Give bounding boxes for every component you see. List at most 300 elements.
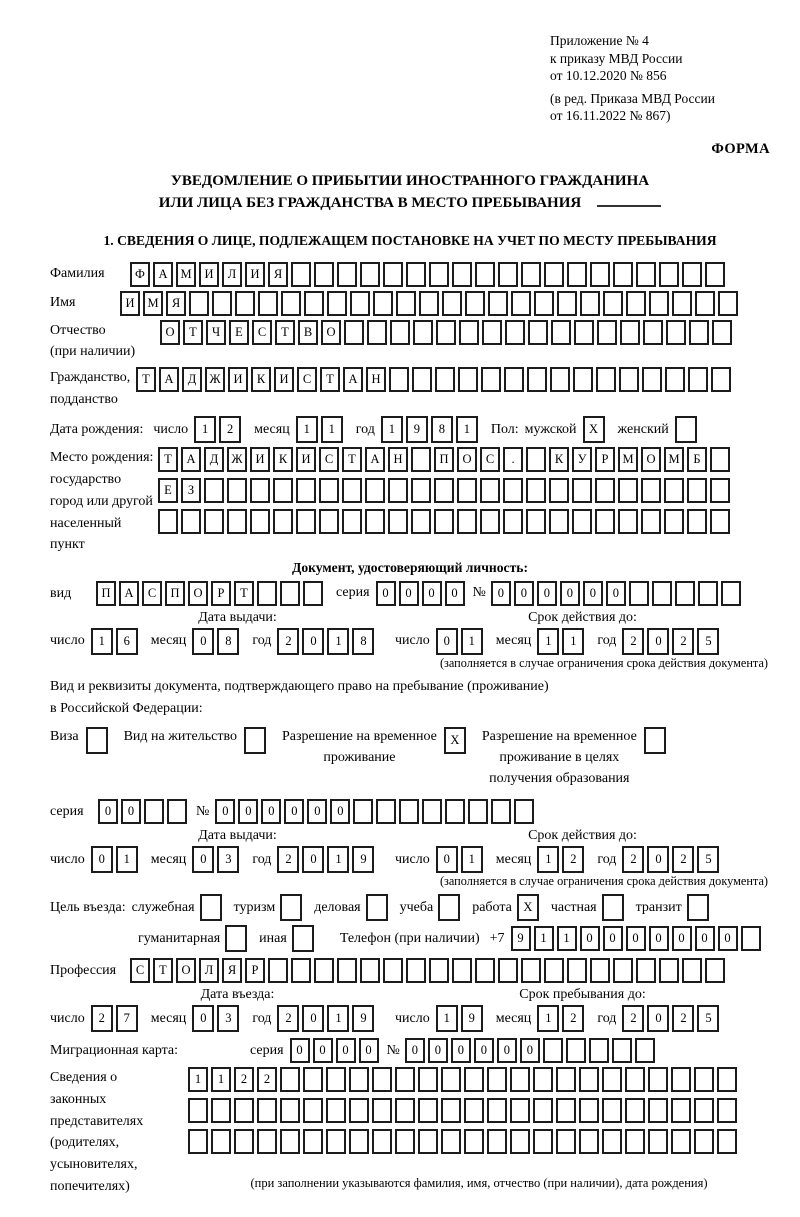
cell[interactable]: 0	[376, 581, 396, 606]
cell[interactable]: 0	[491, 581, 511, 606]
birth-place-cells-row3[interactable]	[158, 509, 733, 534]
cell[interactable]	[710, 478, 730, 503]
cell[interactable]	[337, 958, 357, 983]
cell[interactable]: М	[143, 291, 163, 316]
cell[interactable]	[365, 509, 385, 534]
cell[interactable]	[372, 1098, 392, 1123]
cell[interactable]: Е	[158, 478, 178, 503]
purpose-other-checkbox[interactable]	[292, 925, 317, 952]
cell[interactable]	[504, 367, 524, 392]
cell[interactable]: 2	[91, 1005, 113, 1032]
cell[interactable]	[441, 1129, 461, 1154]
cell[interactable]	[326, 1129, 346, 1154]
purpose-work-checkbox[interactable]	[517, 894, 542, 921]
cell[interactable]: Т	[153, 958, 173, 983]
cell[interactable]: 0	[428, 1038, 448, 1063]
cell[interactable]	[475, 958, 495, 983]
cell[interactable]: К	[273, 447, 293, 472]
cell[interactable]	[556, 1098, 576, 1123]
cell[interactable]: 0	[583, 581, 603, 606]
cell[interactable]	[418, 1067, 438, 1092]
cell[interactable]	[344, 320, 364, 345]
cell[interactable]	[613, 262, 633, 287]
cell[interactable]: 0	[302, 846, 324, 873]
sex-female-checkbox[interactable]	[675, 416, 700, 443]
cell[interactable]	[603, 291, 623, 316]
cell[interactable]	[672, 291, 692, 316]
cell[interactable]: Я	[222, 958, 242, 983]
cell[interactable]: 1	[211, 1067, 231, 1092]
cell[interactable]: 2	[234, 1067, 254, 1092]
cell[interactable]	[602, 894, 624, 921]
cell[interactable]	[572, 478, 592, 503]
cell[interactable]	[649, 291, 669, 316]
cell[interactable]	[717, 1067, 737, 1092]
cell[interactable]	[250, 478, 270, 503]
cell[interactable]: 0	[445, 581, 465, 606]
cell[interactable]	[441, 1067, 461, 1092]
cell[interactable]	[281, 291, 301, 316]
cell[interactable]: Т	[158, 447, 178, 472]
cell[interactable]: А	[119, 581, 139, 606]
cell[interactable]	[544, 262, 564, 287]
cell[interactable]	[413, 320, 433, 345]
cell[interactable]	[721, 581, 741, 606]
cell[interactable]	[710, 447, 730, 472]
cell[interactable]	[200, 894, 222, 921]
cell[interactable]	[235, 291, 255, 316]
cell[interactable]: 0	[302, 1005, 324, 1032]
cell[interactable]	[435, 367, 455, 392]
cell[interactable]: 0	[560, 581, 580, 606]
permit-series-cells[interactable]	[98, 799, 190, 824]
representatives-cells-row1[interactable]	[188, 1067, 740, 1092]
cell[interactable]	[648, 1098, 668, 1123]
passport-issue-month-cells[interactable]	[192, 628, 242, 655]
cell[interactable]	[641, 509, 661, 534]
cell[interactable]: 0	[91, 846, 113, 873]
cell[interactable]: С	[130, 958, 150, 983]
purpose-transit-checkbox[interactable]	[687, 894, 712, 921]
cell[interactable]	[705, 262, 725, 287]
cell[interactable]	[550, 367, 570, 392]
cell[interactable]	[167, 799, 187, 824]
cell[interactable]: 0	[647, 1005, 669, 1032]
cell[interactable]	[280, 1129, 300, 1154]
entry-month-cells[interactable]	[192, 1005, 242, 1032]
cell[interactable]	[573, 367, 593, 392]
cell[interactable]: 2	[672, 628, 694, 655]
cell[interactable]: 9	[511, 926, 531, 951]
cell[interactable]	[389, 367, 409, 392]
cell[interactable]: 1	[537, 628, 559, 655]
cell[interactable]: Р	[245, 958, 265, 983]
cell[interactable]	[595, 509, 615, 534]
cell[interactable]	[273, 509, 293, 534]
cell[interactable]: 2	[562, 846, 584, 873]
cell[interactable]	[533, 1067, 553, 1092]
cell[interactable]: Ж	[227, 447, 247, 472]
cell[interactable]: 1	[537, 1005, 559, 1032]
cell[interactable]: 2	[562, 1005, 584, 1032]
cell[interactable]	[411, 478, 431, 503]
passport-issue-year-cells[interactable]	[277, 628, 377, 655]
residence-permit-checkbox[interactable]	[244, 727, 269, 754]
cell[interactable]: Я	[166, 291, 186, 316]
cell[interactable]	[659, 958, 679, 983]
cell[interactable]	[566, 1038, 586, 1063]
cell[interactable]: О	[457, 447, 477, 472]
cell[interactable]: 5	[697, 1005, 719, 1032]
cell[interactable]	[314, 262, 334, 287]
cell[interactable]	[399, 799, 419, 824]
cell[interactable]	[365, 478, 385, 503]
cell[interactable]	[337, 262, 357, 287]
cell[interactable]	[602, 1129, 622, 1154]
cell[interactable]	[613, 958, 633, 983]
permit-issue-day-cells[interactable]	[91, 846, 141, 873]
cell[interactable]	[618, 478, 638, 503]
cell[interactable]	[388, 478, 408, 503]
cell[interactable]: 1	[557, 926, 577, 951]
cell[interactable]: 0	[603, 926, 623, 951]
cell[interactable]: У	[572, 447, 592, 472]
cell[interactable]	[710, 509, 730, 534]
birth-place-cells-row1[interactable]	[158, 447, 733, 472]
cell[interactable]	[551, 320, 571, 345]
cell[interactable]: 9	[406, 416, 428, 443]
cell[interactable]	[641, 478, 661, 503]
cell[interactable]	[291, 958, 311, 983]
cell[interactable]: 0	[695, 926, 715, 951]
cell[interactable]	[350, 291, 370, 316]
surname-cells[interactable]	[130, 262, 728, 287]
cell[interactable]: И	[250, 447, 270, 472]
cell[interactable]	[579, 1067, 599, 1092]
cell[interactable]	[498, 262, 518, 287]
cell[interactable]: 1	[534, 926, 554, 951]
cell[interactable]	[257, 1098, 277, 1123]
cell[interactable]: 8	[431, 416, 453, 443]
cell[interactable]	[459, 320, 479, 345]
cell[interactable]: 0	[497, 1038, 517, 1063]
cell[interactable]	[303, 581, 323, 606]
cell[interactable]: А	[343, 367, 363, 392]
cell[interactable]: 0	[718, 926, 738, 951]
cell[interactable]	[579, 1098, 599, 1123]
cell[interactable]	[395, 1129, 415, 1154]
cell[interactable]	[625, 1067, 645, 1092]
cell[interactable]: 0	[261, 799, 281, 824]
cell[interactable]: Ч	[206, 320, 226, 345]
cell[interactable]: X	[444, 727, 466, 754]
cell[interactable]	[687, 509, 707, 534]
cell[interactable]	[86, 727, 108, 754]
cell[interactable]: М	[618, 447, 638, 472]
cell[interactable]: 3	[217, 846, 239, 873]
cell[interactable]: 2	[672, 846, 694, 873]
cell[interactable]: 8	[217, 628, 239, 655]
cell[interactable]	[636, 262, 656, 287]
cell[interactable]: 0	[284, 799, 304, 824]
cell[interactable]	[556, 1067, 576, 1092]
cell[interactable]	[642, 367, 662, 392]
cell[interactable]	[557, 291, 577, 316]
cell[interactable]	[694, 1129, 714, 1154]
cell[interactable]: 0	[649, 926, 669, 951]
cell[interactable]	[319, 478, 339, 503]
cell[interactable]: И	[296, 447, 316, 472]
cell[interactable]	[390, 320, 410, 345]
cell[interactable]: 0	[330, 799, 350, 824]
cell[interactable]	[648, 1129, 668, 1154]
birth-day-cells[interactable]	[194, 416, 244, 443]
purpose-study-checkbox[interactable]	[438, 894, 463, 921]
cell[interactable]	[257, 1129, 277, 1154]
cell[interactable]	[349, 1067, 369, 1092]
cell[interactable]: С	[252, 320, 272, 345]
cell[interactable]	[436, 320, 456, 345]
cell[interactable]: 0	[192, 628, 214, 655]
cell[interactable]: 2	[672, 1005, 694, 1032]
cell[interactable]: 1	[381, 416, 403, 443]
cell[interactable]	[671, 1067, 691, 1092]
cell[interactable]: .	[503, 447, 523, 472]
cell[interactable]	[643, 320, 663, 345]
birth-year-cells[interactable]	[381, 416, 481, 443]
cell[interactable]: М	[664, 447, 684, 472]
cell[interactable]	[406, 958, 426, 983]
cell[interactable]: 2	[622, 1005, 644, 1032]
cell[interactable]	[682, 958, 702, 983]
cell[interactable]	[543, 1038, 563, 1063]
cell[interactable]: 8	[352, 628, 374, 655]
cell[interactable]	[596, 367, 616, 392]
citizenship-cells[interactable]	[136, 367, 734, 392]
temp-residence-education-checkbox[interactable]	[644, 727, 669, 754]
cell[interactable]: Л	[222, 262, 242, 287]
cell[interactable]: 0	[336, 1038, 356, 1063]
cell[interactable]	[487, 1129, 507, 1154]
cell[interactable]	[717, 1098, 737, 1123]
permit-valid-day-cells[interactable]	[436, 846, 486, 873]
cell[interactable]	[510, 1129, 530, 1154]
cell[interactable]	[181, 509, 201, 534]
cell[interactable]: 1	[327, 846, 349, 873]
representatives-cells-row2[interactable]	[188, 1098, 740, 1123]
cell[interactable]: 2	[277, 846, 299, 873]
cell[interactable]	[629, 581, 649, 606]
profession-cells[interactable]	[130, 958, 728, 983]
cell[interactable]	[280, 581, 300, 606]
cell[interactable]: М	[176, 262, 196, 287]
cell[interactable]	[234, 1098, 254, 1123]
cell[interactable]	[353, 799, 373, 824]
cell[interactable]: 1	[327, 628, 349, 655]
cell[interactable]	[717, 1129, 737, 1154]
cell[interactable]	[688, 367, 708, 392]
purpose-official-checkbox[interactable]	[200, 894, 225, 921]
cell[interactable]: А	[181, 447, 201, 472]
cell[interactable]	[526, 447, 546, 472]
cell[interactable]	[234, 1129, 254, 1154]
cell[interactable]	[244, 727, 266, 754]
cell[interactable]: 9	[461, 1005, 483, 1032]
cell[interactable]: 2	[277, 628, 299, 655]
passport-valid-month-cells[interactable]	[537, 628, 587, 655]
cell[interactable]: 1	[461, 628, 483, 655]
temp-residence-checkbox[interactable]	[444, 727, 469, 754]
cell[interactable]: 0	[399, 581, 419, 606]
cell[interactable]	[304, 291, 324, 316]
cell[interactable]	[664, 478, 684, 503]
cell[interactable]: 0	[290, 1038, 310, 1063]
cell[interactable]	[303, 1098, 323, 1123]
representatives-cells-row3[interactable]	[188, 1129, 740, 1154]
cell[interactable]	[487, 1098, 507, 1123]
cell[interactable]	[572, 509, 592, 534]
cell[interactable]	[666, 320, 686, 345]
cell[interactable]: 0	[672, 926, 692, 951]
cell[interactable]	[144, 799, 164, 824]
doc-kind-cells[interactable]	[96, 581, 326, 606]
purpose-private-checkbox[interactable]	[602, 894, 627, 921]
cell[interactable]	[372, 1129, 392, 1154]
cell[interactable]	[188, 1129, 208, 1154]
cell[interactable]	[411, 447, 431, 472]
sex-male-checkbox[interactable]	[583, 416, 608, 443]
cell[interactable]: 0	[422, 581, 442, 606]
cell[interactable]	[481, 367, 501, 392]
cell[interactable]: Т	[275, 320, 295, 345]
doc-number-cells[interactable]	[491, 581, 744, 606]
cell[interactable]	[510, 1067, 530, 1092]
cell[interactable]: А	[153, 262, 173, 287]
cell[interactable]: Н	[366, 367, 386, 392]
cell[interactable]	[521, 958, 541, 983]
cell[interactable]	[527, 367, 547, 392]
cell[interactable]: 2	[219, 416, 241, 443]
cell[interactable]	[418, 1098, 438, 1123]
cell[interactable]	[694, 1098, 714, 1123]
cell[interactable]: 0	[121, 799, 141, 824]
cell[interactable]	[664, 509, 684, 534]
cell[interactable]	[475, 262, 495, 287]
cell[interactable]: 1	[456, 416, 478, 443]
cell[interactable]: 5	[697, 628, 719, 655]
cell[interactable]	[314, 958, 334, 983]
cell[interactable]	[280, 1098, 300, 1123]
cell[interactable]	[526, 509, 546, 534]
cell[interactable]	[625, 1129, 645, 1154]
cell[interactable]	[434, 509, 454, 534]
cell[interactable]	[675, 416, 697, 443]
cell[interactable]	[514, 799, 534, 824]
cell[interactable]	[574, 320, 594, 345]
given-name-cells[interactable]	[120, 291, 741, 316]
cell[interactable]	[204, 509, 224, 534]
cell[interactable]	[675, 581, 695, 606]
cell[interactable]: И	[120, 291, 140, 316]
cell[interactable]	[250, 509, 270, 534]
cell[interactable]	[602, 1067, 622, 1092]
cell[interactable]	[671, 1129, 691, 1154]
cell[interactable]	[503, 509, 523, 534]
cell[interactable]: А	[159, 367, 179, 392]
cell[interactable]: О	[188, 581, 208, 606]
cell[interactable]	[441, 1098, 461, 1123]
cell[interactable]: 1	[91, 628, 113, 655]
cell[interactable]: 0	[647, 628, 669, 655]
cell[interactable]: О	[641, 447, 661, 472]
cell[interactable]	[505, 320, 525, 345]
purpose-humanitarian-checkbox[interactable]	[225, 925, 250, 952]
entry-day-cells[interactable]	[91, 1005, 141, 1032]
cell[interactable]: 2	[622, 628, 644, 655]
cell[interactable]	[652, 581, 672, 606]
passport-issue-day-cells[interactable]	[91, 628, 141, 655]
cell[interactable]	[291, 262, 311, 287]
cell[interactable]	[406, 262, 426, 287]
cell[interactable]	[533, 1098, 553, 1123]
cell[interactable]: 7	[116, 1005, 138, 1032]
cell[interactable]: 1	[188, 1067, 208, 1092]
cell[interactable]	[597, 320, 617, 345]
permit-valid-month-cells[interactable]	[537, 846, 587, 873]
cell[interactable]	[211, 1098, 231, 1123]
cell[interactable]	[510, 1098, 530, 1123]
cell[interactable]	[549, 509, 569, 534]
cell[interactable]	[625, 1098, 645, 1123]
cell[interactable]	[429, 262, 449, 287]
cell[interactable]	[366, 894, 388, 921]
permit-issue-month-cells[interactable]	[192, 846, 242, 873]
cell[interactable]: К	[251, 367, 271, 392]
cell[interactable]: Ж	[205, 367, 225, 392]
cell[interactable]: 0	[313, 1038, 333, 1063]
cell[interactable]: 9	[352, 846, 374, 873]
cell[interactable]: С	[297, 367, 317, 392]
cell[interactable]: 2	[257, 1067, 277, 1092]
cell[interactable]: 0	[98, 799, 118, 824]
birth-month-cells[interactable]	[296, 416, 346, 443]
cell[interactable]	[533, 1129, 553, 1154]
cell[interactable]: Т	[136, 367, 156, 392]
cell[interactable]: Т	[342, 447, 362, 472]
cell[interactable]	[644, 727, 666, 754]
cell[interactable]: X	[517, 894, 539, 921]
cell[interactable]: С	[480, 447, 500, 472]
cell[interactable]: 0	[626, 926, 646, 951]
cell[interactable]	[503, 478, 523, 503]
cell[interactable]	[204, 478, 224, 503]
cell[interactable]: 1	[537, 846, 559, 873]
cell[interactable]: Е	[229, 320, 249, 345]
cell[interactable]	[360, 262, 380, 287]
cell[interactable]	[528, 320, 548, 345]
cell[interactable]	[280, 894, 302, 921]
cell[interactable]	[388, 509, 408, 534]
cell[interactable]	[589, 1038, 609, 1063]
stay-month-cells[interactable]	[537, 1005, 587, 1032]
purpose-business-checkbox[interactable]	[366, 894, 391, 921]
cell[interactable]: С	[142, 581, 162, 606]
cell[interactable]	[682, 262, 702, 287]
purpose-tourism-checkbox[interactable]	[280, 894, 305, 921]
stay-year-cells[interactable]	[622, 1005, 722, 1032]
cell[interactable]	[349, 1129, 369, 1154]
cell[interactable]	[326, 1098, 346, 1123]
